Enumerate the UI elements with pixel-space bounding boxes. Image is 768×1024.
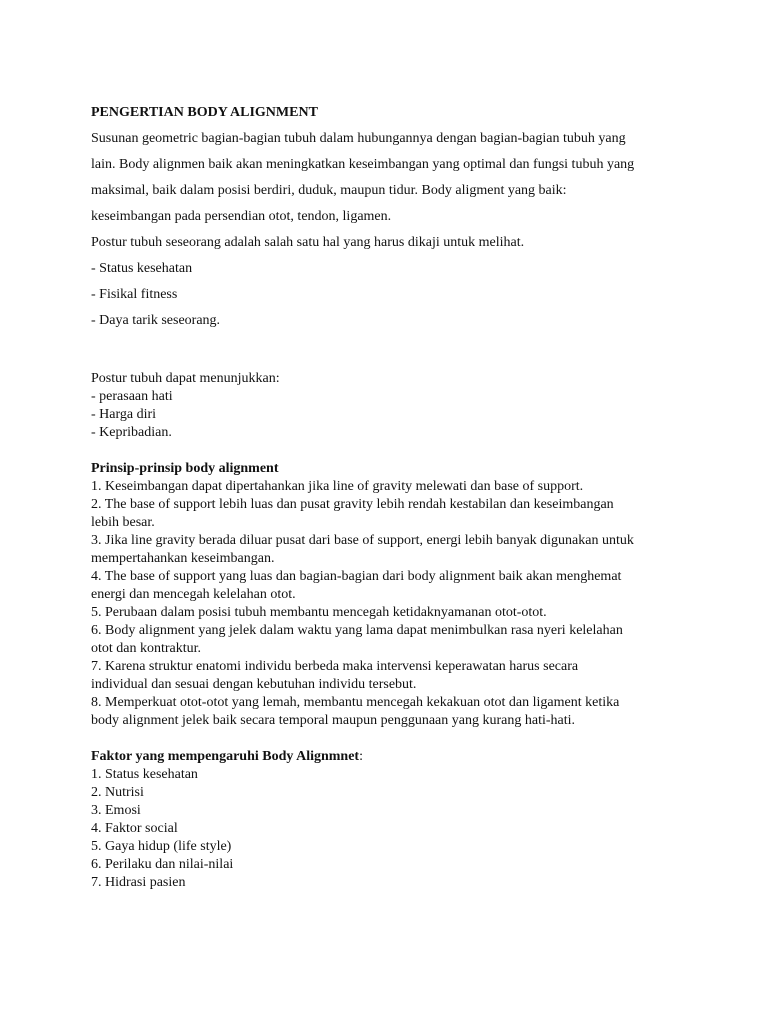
spacer	[91, 730, 691, 748]
principle-line: 2. The base of support lebih luas dan pusat gravity lebih rendah kestabilan dan keseimbangan	[91, 497, 614, 512]
principle-line: mempertahankan keseimbangan.	[91, 551, 275, 566]
principle-line: 5. Perubaan dalam posisi tubuh membantu mencegah ketidaknyamanan otot-otot.	[91, 605, 547, 620]
factor-item: 4. Faktor social	[91, 821, 178, 836]
principle-line: lebih besar.	[91, 515, 155, 530]
list-item: - Status kesehatan	[91, 261, 193, 276]
paragraph-line: maksimal, baik dalam posisi berdiri, duduk, maupun tidur. Body aligment yang baik:	[91, 183, 567, 198]
principle-line: energi dan mencegah kelelahan otot.	[91, 587, 296, 602]
factor-item: 5. Gaya hidup (life style)	[91, 839, 232, 854]
principle-line: 7. Karena struktur enatomi individu berbeda maka intervensi keperawatan harus secara	[91, 659, 579, 674]
factor-item: 6. Perilaku dan nilai-nilai	[91, 857, 234, 872]
principle-line: individual dan sesuai dengan kebutuhan individu tersebut.	[91, 677, 417, 692]
list-item: - perasaan hati	[91, 389, 173, 404]
principle-line: 1. Keseimbangan dapat dipertahankan jika line of gravity melewati dan base of support.	[91, 479, 584, 494]
factor-item: 3. Emosi	[91, 803, 141, 818]
factor-item: 7. Hidrasi pasien	[91, 875, 186, 890]
principle-line: 8. Memperkuat otot-otot yang lemah, membantu mencegah kekakuan otot dan ligament ketika	[91, 695, 620, 710]
document-page	[91, 100, 691, 892]
factor-item: 1. Status kesehatan	[91, 767, 198, 782]
paragraph-line: Susunan geometric bagian-bagian tubuh dalam hubungannya dengan bagian-bagian tubuh yang	[91, 131, 626, 146]
section-title-suffix: :	[359, 749, 363, 764]
principle-line: otot dan kontraktur.	[91, 641, 202, 656]
principle-line: 6. Body alignment yang jelek dalam waktu yang lama dapat menimbulkan rasa nyeri kelelahan	[91, 623, 623, 638]
spacer	[91, 442, 691, 460]
list-item: - Harga diri	[91, 407, 157, 422]
section-title-pengertian: PENGERTIAN BODY ALIGNMENT	[91, 105, 318, 120]
principle-line: 3. Jika line gravity berada diluar pusat dari base of support, energi lebih banyak digunakan untuk	[91, 533, 634, 548]
principle-line: body alignment jelek baik secara temporal maupun penggunaan yang kurang hati-hati.	[91, 713, 576, 728]
section-title-prinsip: Prinsip-prinsip body alignment	[91, 461, 279, 476]
section-title-faktor: Faktor yang mempengaruhi Body Alignmnet	[91, 749, 360, 764]
postur-intro-line: Postur tubuh seseorang adalah salah satu hal yang harus dikaji untuk melihat.	[91, 235, 525, 250]
list-item: - Kepribadian.	[91, 425, 172, 440]
list-item: - Fisikal fitness	[91, 287, 178, 302]
list-item: - Daya tarik seseorang.	[91, 313, 221, 328]
paragraph-line: keseimbangan pada persendian otot, tendon, ligamen.	[91, 209, 392, 224]
paragraph-line: lain. Body alignmen baik akan meningkatkan keseimbangan yang optimal dan fungsi tubuh yang	[91, 157, 635, 172]
principle-line: 4. The base of support yang luas dan bagian-bagian dari body alignment baik akan menghemat	[91, 569, 622, 584]
spacer	[91, 334, 691, 370]
postur-shows-intro: Postur tubuh dapat menunjukkan:	[91, 371, 280, 386]
section-heading-faktor	[91, 748, 691, 766]
factor-item: 2. Nutrisi	[91, 785, 144, 800]
